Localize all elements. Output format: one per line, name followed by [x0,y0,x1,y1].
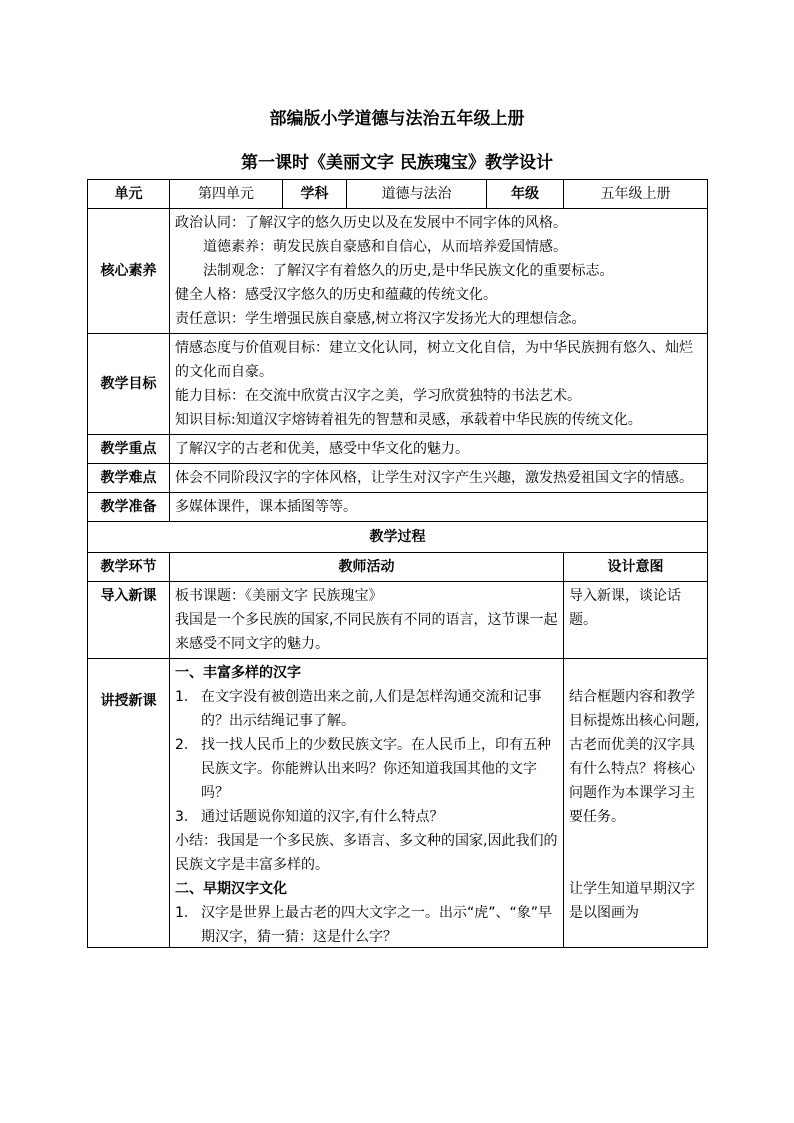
preparation-row [88,493,708,522]
goals-content [170,334,708,435]
core-literacy-row [88,209,708,334]
process-columns-row [88,553,708,582]
list-item: 2. 找一找人民币上的少数民族文字。在人民币上，印有五种民族文字。你能辨认出来吗？你还知道我国其他的文字吗？ [175,737,551,801]
difficulty-text: 体会不同阶段汉字的字体风格，让学生对汉字产生兴趣，激发热爱祖国文字的情感。 [170,464,708,493]
core-line: 健全人格：感受汉字悠久的历史和蕴藏的传统文化。 [175,287,497,303]
lecture-teacher [170,659,564,948]
goals-row [88,334,708,435]
goal-line: 知识目标:知道汉字熔铸着祖先的智慧和灵感，承载着中华民族的传统文化。 [175,412,642,428]
teacher-column-header: 教师活动 [170,553,564,582]
lecture-label: 讲授新课 [88,659,170,948]
difficulty-label: 教学难点 [88,464,170,493]
preparation-text: 多媒体课件，课本插图等等。 [170,493,708,522]
key-point-row [88,435,708,464]
section-heading: 一、丰富多样的汉字 [175,665,301,681]
unit-label: 单元 [88,180,170,209]
summary: 小结：我国是一个多民族、多语言、多文种的国家,因此我们的民族文字是丰富多样的。 [175,833,558,873]
unit-value: 第四单元 [170,180,283,209]
process-heading: 教学过程 [88,522,708,553]
grade-label: 年级 [487,180,564,209]
intent-column-header: 设计意图 [564,553,708,582]
stage-column-header: 教学环节 [88,553,170,582]
list-item: 1. 汉字是世界上最古老的四大文字之一。出示“虎”、“象”早期汉字，猜一猜：这是什么字？ [175,905,553,945]
lecture-intent [564,659,708,948]
subject-label: 学科 [283,180,347,209]
preparation-label: 教学准备 [88,493,170,522]
subject-value: 道德与法治 [347,180,487,209]
goals-label: 教学目标 [88,334,170,435]
intro-teacher [170,582,564,659]
key-point-text: 了解汉字的古老和优美，感受中华文化的魅力。 [170,435,708,464]
section-heading: 二、早期汉字文化 [175,881,287,897]
lesson-plan-table [87,179,708,948]
core-line: 法制观念：了解汉字有着悠久的历史,是中华民族文化的重要标志。 [203,263,614,279]
core-line: 道德素养：萌发民族自豪感和自信心，从而培养爱国情感。 [203,239,567,255]
goal-line: 情感态度与价值观目标：建立文化认同，树立文化自信，为中华民族拥有悠久、灿烂的文化而自豪。 [175,340,693,380]
list-item: 1. 在文字没有被创造出来之前,人们是怎样沟通交流和记事的？出示结绳记事了解。 [175,689,542,729]
lecture-row [88,659,708,948]
key-point-label: 教学重点 [88,435,170,464]
info-row [88,180,708,209]
core-line: 政治认同：了解汉字的悠久历史以及在发展中不同字体的风格。 [175,215,567,231]
intro-intent: 导入新课，谈论话题。 [564,582,708,659]
intro-line: 板书课题：《美丽文字 民族瑰宝》 [175,588,383,604]
goal-line: 能力目标：在交流中欣赏古汉字之美，学习欣赏独特的书法艺术。 [175,388,581,404]
list-item: 3. 通过话题说你知道的汉字,有什么特点？ [175,809,444,825]
core-line: 责任意识：学生增强民族自豪感,树立将汉字发扬光大的理想信念。 [175,311,586,327]
difficulty-row [88,464,708,493]
lesson-title: 第一课时《美丽文字 民族瑰宝》教学设计 [241,153,553,173]
intent-text: 结合框题内容和教学目标提炼出核心问题,古老而优美的汉字具有什么特点？将核心问题作为本课学习主要任务。 [569,689,700,825]
intro-label: 导入新课 [88,582,170,659]
intent-text: 让学生知道早期汉字是以图画为 [569,881,695,921]
intro-row [88,582,708,659]
core-literacy-label: 核心素养 [88,209,170,334]
core-literacy-content [170,209,708,334]
grade-value: 五年级上册 [564,180,708,209]
process-heading-row [88,522,708,553]
intro-line: 我国是一个多民族的国家,不同民族有不同的语言，这节课一起来感受不同文字的魅力。 [175,612,558,652]
document-title: 部编版小学道德与法治五年级上册 [269,109,525,129]
